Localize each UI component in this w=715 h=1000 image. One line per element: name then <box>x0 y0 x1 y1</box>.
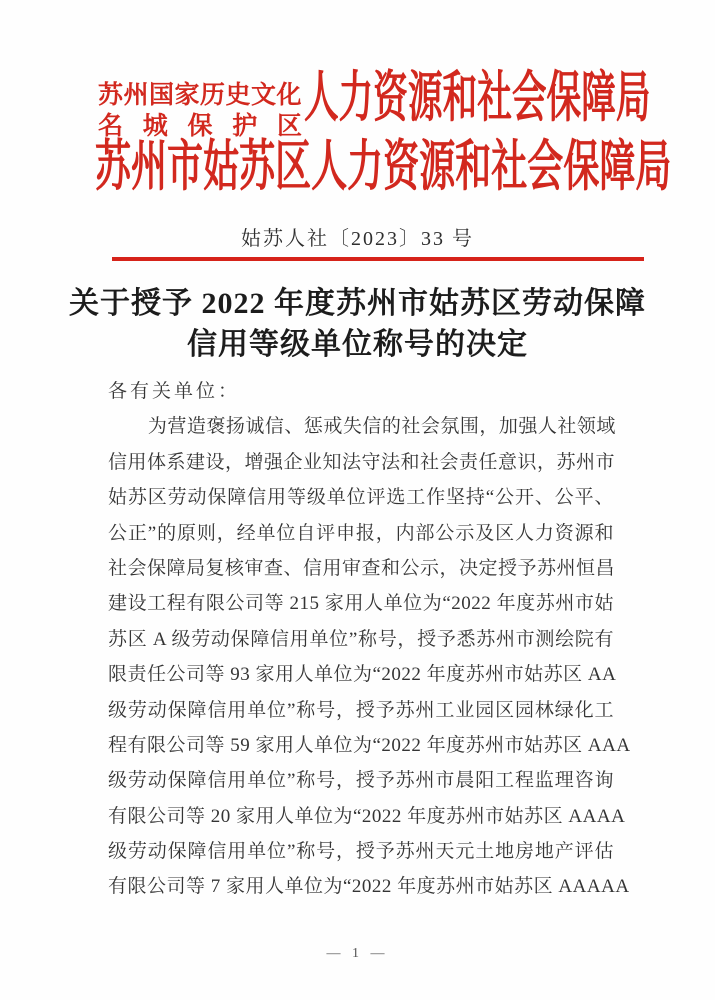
body-text-line: 苏区 A 级劳动保障信用单位”称号，授予悉苏州市测绘院有 <box>108 628 614 650</box>
body-text-line: 级劳动保障信用单位”称号，授予苏州工业园区园林绿化工 <box>108 699 614 721</box>
document-title-line2: 信用等级单位称号的决定 <box>187 328 528 361</box>
document-body <box>108 374 631 905</box>
document-title <box>0 283 715 365</box>
body-text-line: 信用体系建设，增强企业知法守法和社会责任意识，苏州市 <box>108 451 616 473</box>
body-text-line: 有限公司等 20 家用人单位为“2022 年度苏州市姑苏区 AAAA <box>108 805 626 827</box>
letterhead-small-block <box>98 80 302 142</box>
letterhead-agency-name-line1: 人力资源和社会保障局 <box>304 67 651 128</box>
body-text-line: 限责任公司等 93 家用人单位为“2022 年度苏州市姑苏区 AA <box>108 664 617 686</box>
body-text-line: 姑苏区劳动保障信用等级单位评选工作坚持“公开、公平、 <box>108 487 614 509</box>
letterhead-small-line2: 名 城 保 护 区 <box>98 113 302 140</box>
letterhead-agency-name-line2: 苏州市姑苏区人力资源和社会保障局 <box>95 136 672 197</box>
body-text-line: 有限公司等 7 家用人单位为“2022 年度苏州市姑苏区 AAAAA <box>108 876 630 898</box>
body-text-line: 公正”的原则，经单位自评申报，内部公示及区人力资源和 <box>108 522 614 544</box>
body-text-line: 社会保障局复核审查、信用审查和公示，决定授予苏州恒昌 <box>108 557 616 579</box>
body-text-line: 程有限公司等 59 家用人单位为“2022 年度苏州市姑苏区 AAA <box>108 734 631 756</box>
body-text-line: 建设工程有限公司等 215 家用人单位为“2022 年度苏州市姑 <box>108 593 614 615</box>
body-text-line: 级劳动保障信用单位”称号，授予苏州天元土地房地产评估 <box>108 841 614 863</box>
letterhead-small-line1: 苏州国家历史文化 <box>98 82 303 109</box>
document-number: 姑苏人社〔2023〕33 号 <box>241 228 474 250</box>
body-text-line: 为营造褒扬诚信、惩戒失信的社会氛围，加强人社领域 <box>147 416 616 438</box>
red-divider-rule <box>112 257 644 261</box>
body-text-line: 级劳动保障信用单位”称号，授予苏州市晨阳工程监理咨询 <box>108 770 614 792</box>
letterhead-row-1 <box>98 68 715 142</box>
salutation: 各有关单位： <box>108 381 241 402</box>
document-title-line1: 关于授予 2022 年度苏州市姑苏区劳动保障 <box>69 287 646 320</box>
page-number: — 1 — <box>326 946 389 961</box>
